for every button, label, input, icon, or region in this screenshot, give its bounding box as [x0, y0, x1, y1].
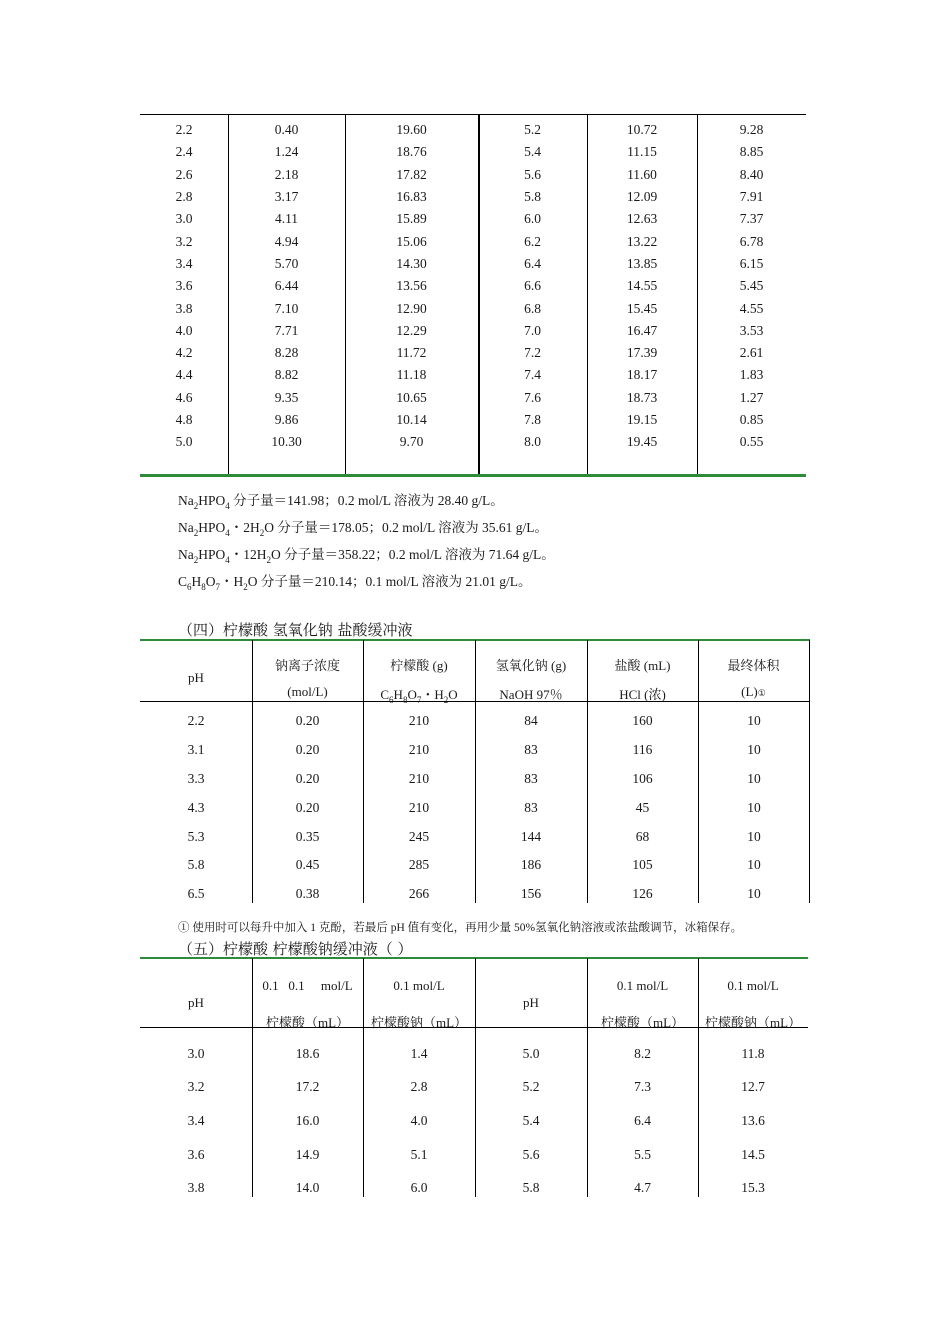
- table3-cell: 3.4: [175, 255, 193, 271]
- table4-cell: 10: [747, 742, 761, 758]
- table5-cell: 4.7: [634, 1180, 651, 1196]
- table5-cell: 3.0: [187, 1045, 205, 1061]
- table3-cell: 7.91: [739, 189, 764, 205]
- table3-row: [140, 141, 806, 163]
- table3-cell: 6.0: [524, 211, 541, 227]
- t4-header-hcl-conc: HCl (浓): [619, 687, 666, 702]
- table3-cell: 15.06: [396, 233, 427, 249]
- table3-cell: 7.71: [274, 322, 299, 338]
- table3-cell: 0.40: [274, 122, 299, 138]
- table3-cell: 4.55: [739, 300, 764, 316]
- table3-cell: 5.4: [524, 144, 541, 160]
- table3-cell: 5.2: [524, 122, 541, 138]
- t5-header-ph-left: pH: [188, 995, 204, 1010]
- table4-cell: 210: [408, 770, 430, 786]
- table3-cell: 4.11: [274, 211, 299, 227]
- table4-cell: 10: [747, 828, 761, 844]
- table4-cell: 160: [632, 713, 653, 729]
- table5-cell: 14.5: [741, 1146, 765, 1162]
- table3-cell: 8.85: [739, 144, 764, 160]
- table3-cell: 7.10: [274, 300, 299, 316]
- table4-cell: 83: [524, 799, 538, 815]
- table4-row: [140, 793, 810, 822]
- table3-cell: 8.28: [274, 345, 299, 361]
- table3-row: [140, 387, 806, 409]
- table4-cell: 144: [520, 828, 542, 844]
- table3-cell: 12.09: [626, 189, 658, 205]
- table3-cell: 6.2: [524, 233, 541, 249]
- table4-row: [140, 822, 810, 851]
- table3-cell: 2.18: [274, 166, 299, 182]
- table3-cell: 9.35: [274, 389, 299, 405]
- table3-cell: 11.60: [627, 166, 657, 182]
- table4-cell: 5.8: [187, 857, 205, 873]
- table4-cell: 0.20: [295, 713, 320, 729]
- table4-cell: 45: [635, 799, 650, 815]
- table3-cell: 4.0: [175, 322, 193, 338]
- note-na2hpo4-2h2o: $Na_2HPO_4$・$2H_2O$ 分子量＝178.05；0.2 mol/L 溶液为 35.61 g/L。: [178, 520, 549, 538]
- table4-cell: 5.3: [187, 828, 205, 844]
- table3-cell: 19.45: [626, 434, 658, 450]
- table4-cell: 0.35: [295, 828, 320, 844]
- table3-cell: 2.8: [175, 189, 193, 205]
- table4-cell: 126: [632, 886, 653, 902]
- table4-cell: 10: [747, 713, 761, 729]
- table3-cell: 5.45: [739, 278, 764, 294]
- t4-header-ph: pH: [188, 670, 204, 685]
- table3-cell: 4.4: [175, 367, 193, 383]
- table4-cell: 266: [408, 886, 430, 902]
- t4-header-naoh: 氢氧化钠 (g): [495, 658, 567, 673]
- t5-header-citrate-conc: 0.1 mol/L: [393, 978, 445, 993]
- table3-cell: 9.86: [274, 412, 299, 427]
- table3-cell: 18.17: [626, 367, 658, 383]
- note-na2hpo4: $Na_2HPO_4$ 分子量＝141.98；0.2 mol/L 溶液为 28.40 g/L。: [178, 493, 504, 511]
- table5-cell: 8.2: [634, 1045, 651, 1061]
- table3-cell: 5.0: [175, 434, 193, 450]
- table3-row: [140, 364, 806, 386]
- table3-cell: 15.45: [626, 300, 658, 316]
- table4-cell: 4.3: [187, 799, 205, 815]
- table3-cell: 19.15: [626, 412, 658, 427]
- table3-cell: 8.0: [524, 434, 541, 450]
- footnote-marker: ①: [757, 688, 766, 698]
- table3-cell: 3.0: [175, 211, 193, 227]
- table5-cell: 5.8: [522, 1180, 540, 1196]
- table3-cell: 15.89: [396, 211, 427, 227]
- table5-cell: 5.2: [522, 1079, 540, 1095]
- t4-header-naoh-purity: NaOH 97％: [499, 687, 563, 702]
- table5-cell: 12.7: [741, 1079, 765, 1095]
- t5-header-citrate-ml: 柠檬酸钠（mL）: [370, 1015, 468, 1030]
- table4-cell: 2.2: [187, 713, 205, 729]
- table5-row: [140, 1171, 808, 1205]
- table3-cell: 13.85: [626, 255, 658, 271]
- table3-cell: 3.17: [274, 189, 299, 205]
- table5-cell: 7.3: [634, 1079, 651, 1095]
- table3-cell: 2.4: [175, 144, 193, 160]
- table3-cell: 1.83: [739, 367, 764, 383]
- table4-cell: 10: [747, 857, 761, 873]
- table3-cell: 6.8: [524, 300, 541, 316]
- table4-cell: 10: [747, 770, 761, 786]
- table3-cell: 6.44: [274, 278, 299, 294]
- table5-cell: 16.0: [295, 1112, 320, 1128]
- table3-cell: 4.94: [274, 233, 299, 249]
- table3-cell: 8.82: [274, 367, 299, 383]
- t5-header-citrate-conc-2: 0.1 mol/L: [727, 978, 779, 993]
- table4-cell: 83: [524, 742, 538, 758]
- table3-cell: 13.22: [626, 233, 658, 249]
- note-na2hpo4-12h2o: $Na_2HPO_4$・$12H_2O$ 分子量＝358.22；0.2 mol/L 溶液为 71.64 g/L。: [178, 547, 555, 565]
- table3-row: [140, 342, 806, 364]
- table5-cell: 6.4: [634, 1112, 651, 1128]
- table5-row: [140, 1037, 808, 1071]
- t4-header-citric-formula: $C_6H_8O_7$・$H_2O$: [380, 687, 458, 705]
- table3-top-rule: [140, 114, 806, 115]
- table3-cell: 11.72: [396, 345, 427, 361]
- table3-cell: 14.55: [626, 278, 658, 294]
- table4-cell: 10: [747, 886, 761, 902]
- table5-cell: 3.2: [187, 1079, 205, 1095]
- t4-header-hcl: 盐酸 (mL): [614, 658, 671, 673]
- table3-cell: 3.8: [175, 300, 193, 316]
- table5-cell: 3.4: [187, 1112, 205, 1128]
- table3-cell: 14.30: [396, 255, 427, 271]
- table4-cell: 106: [632, 770, 653, 786]
- table4-row: [140, 736, 810, 765]
- table3-row: [140, 253, 806, 275]
- table3-row: [140, 409, 806, 431]
- t5-header-citric-ml: 柠檬酸（mL）: [265, 1015, 350, 1030]
- table5-row: [140, 1138, 808, 1172]
- table5-cell: 18.6: [295, 1045, 320, 1061]
- table5-cell: 5.0: [522, 1045, 540, 1061]
- table5-cell: 5.6: [522, 1146, 540, 1162]
- table3-cell: 11.15: [627, 144, 657, 160]
- table5-cell: 2.8: [410, 1079, 428, 1095]
- table3-cell: 1.24: [274, 144, 299, 160]
- t4-header-final-volume-unit: (L)①: [741, 684, 766, 699]
- table4-cell: 83: [524, 770, 538, 786]
- t5-header-citrate-ml-2: 柠檬酸钠（mL）: [704, 1015, 802, 1030]
- table5-cell: 17.2: [295, 1079, 320, 1095]
- table3-row: [140, 119, 806, 141]
- table3-cell: 16.47: [626, 322, 658, 338]
- t4-header-sodium-unit: (mol/L): [287, 684, 328, 699]
- table5-cell: 3.6: [187, 1146, 205, 1162]
- table3-cell: 11.18: [396, 367, 427, 383]
- table3-cell: 12.29: [396, 322, 427, 338]
- table5-cell: 13.6: [741, 1112, 765, 1128]
- table4-cell: 3.3: [187, 770, 205, 786]
- table3-cell: 18.73: [626, 389, 658, 405]
- table4-cell: 210: [408, 799, 430, 815]
- table3-cell: 6.15: [739, 255, 764, 271]
- table3-cell: 12.90: [396, 300, 427, 316]
- table5-cell: 6.0: [410, 1180, 428, 1196]
- table5-cell: 15.3: [741, 1180, 765, 1196]
- table3-cell: 2.6: [175, 166, 193, 182]
- table3-cell: 6.78: [739, 233, 764, 249]
- table5-cell: 5.1: [410, 1146, 428, 1162]
- table3-cell: 19.60: [396, 122, 427, 138]
- table3-bottom-rule: [140, 474, 806, 477]
- table3-cell: 10.65: [396, 389, 427, 405]
- table5-row: [140, 1071, 808, 1105]
- table3-cell: 5.8: [524, 189, 541, 205]
- table4-cell: 10: [747, 799, 761, 815]
- t5-header-citric-conc: 0.1 0.1 mol/L: [262, 978, 353, 993]
- table5-cell: 1.4: [410, 1045, 428, 1061]
- table4-cell: 156: [520, 886, 542, 902]
- table4-cell: 3.1: [187, 742, 205, 758]
- table4-cell: 0.20: [295, 770, 320, 786]
- phosphate-citrate-table: [140, 119, 806, 453]
- table3-cell: 17.82: [396, 166, 427, 182]
- table4-cell: 0.20: [295, 742, 320, 758]
- note-citric-acid: $C_6H_8O_7$・$H_2O$ 分子量＝210.14；0.1 mol/L 溶液为 21.01 g/L。: [178, 574, 532, 592]
- table3-cell: 10.30: [271, 434, 302, 450]
- t4-header-citric-acid: 柠檬酸 (g): [390, 658, 448, 673]
- table4-row: [140, 851, 810, 880]
- table3-cell: 5.70: [274, 255, 299, 271]
- table5-cell: 14.0: [295, 1180, 320, 1196]
- t4-header-final-volume: 最终体积: [727, 658, 780, 673]
- table3-row: [140, 431, 806, 453]
- section5-heading: （五）柠檬酸 柠檬酸钠缓冲液（ ）: [178, 940, 413, 958]
- table4-cell: 0.45: [295, 857, 320, 873]
- table3-cell: 7.2: [524, 345, 541, 361]
- table3-cell: 4.8: [175, 412, 193, 427]
- table5-cell: 5.4: [522, 1112, 540, 1128]
- table4-cell: 285: [408, 857, 430, 873]
- table5-cell: 11.8: [741, 1045, 765, 1061]
- table4-cell: 84: [524, 713, 538, 729]
- table4-row: [140, 880, 810, 909]
- table3-cell: 10.72: [626, 122, 658, 138]
- table4-cell: 245: [408, 828, 430, 844]
- table3-cell: 7.8: [524, 412, 541, 427]
- table4-cell: 105: [632, 857, 653, 873]
- table3-cell: 4.6: [175, 389, 193, 405]
- table3-row: [140, 297, 806, 319]
- table3-cell: 3.2: [175, 233, 193, 249]
- table3-cell: 2.61: [739, 345, 764, 361]
- citric-citrate-table: [140, 1037, 808, 1205]
- table3-cell: 0.85: [739, 412, 764, 427]
- table5-top-rule: [140, 957, 808, 959]
- table3-cell: 0.55: [739, 434, 764, 450]
- table3-cell: 18.76: [396, 144, 427, 160]
- table4-row: [140, 765, 810, 794]
- t5-header-citric-ml-2: 柠檬酸（mL）: [600, 1015, 685, 1030]
- table3-cell: 7.4: [524, 367, 541, 383]
- table3-row: [140, 275, 806, 297]
- table3-row: [140, 320, 806, 342]
- section4-heading: （四）柠檬酸 氢氧化钠 盐酸缓冲液: [178, 621, 413, 639]
- table4-cell: 210: [408, 713, 430, 729]
- table3-cell: 7.0: [524, 322, 541, 338]
- table3-cell: 3.6: [175, 278, 193, 294]
- table3-cell: 9.28: [739, 122, 764, 138]
- table3-cell: 17.39: [626, 345, 658, 361]
- t5-header-ph-right: pH: [523, 995, 539, 1010]
- table3-cell: 6.4: [524, 255, 541, 271]
- table5-cell: 3.8: [187, 1180, 205, 1196]
- table4-cell: 68: [635, 828, 650, 844]
- table5-cell: 14.9: [295, 1146, 320, 1162]
- table3-row: [140, 186, 806, 208]
- citrate-naoh-hcl-table: [140, 707, 810, 909]
- table4-cell: 0.38: [295, 886, 320, 902]
- table4-cell: 116: [632, 742, 653, 758]
- table3-row: [140, 164, 806, 186]
- t5-header-citric-conc-2: 0.1 mol/L: [616, 978, 669, 993]
- table3-cell: 16.83: [396, 189, 427, 205]
- table4-cell: 6.5: [187, 886, 205, 902]
- table3-cell: 7.37: [739, 211, 764, 227]
- table3-cell: 12.63: [626, 211, 658, 227]
- table4-cell: 210: [408, 742, 430, 758]
- table3-cell: 10.14: [396, 412, 427, 427]
- table3-row: [140, 230, 806, 252]
- table5-cell: 4.0: [410, 1112, 428, 1128]
- table4-row: [140, 707, 810, 736]
- table4-cell: 0.20: [295, 799, 320, 815]
- table5-row: [140, 1104, 808, 1138]
- table3-cell: 1.27: [739, 389, 764, 405]
- table3-cell: 4.2: [175, 345, 193, 361]
- table3-cell: 3.53: [739, 322, 764, 338]
- table3-cell: 13.56: [396, 278, 427, 294]
- table3-cell: 6.6: [524, 278, 541, 294]
- table3-row: [140, 208, 806, 230]
- table5-cell: 5.5: [634, 1146, 651, 1162]
- section4-footnote: ① 使用时可以每升中加入 1 克酚，若最后 pH 值有变化，再用少量 50%氢氧化钠溶液或浓盐酸调节，冰箱保存。: [178, 922, 743, 934]
- table3-cell: 7.6: [524, 389, 541, 405]
- table3-cell: 2.2: [175, 122, 193, 138]
- table3-cell: 5.6: [524, 166, 541, 182]
- table3-cell: 8.40: [739, 166, 764, 182]
- t4-header-sodium-conc: 钠离子浓度: [274, 658, 340, 673]
- table3-cell: 9.70: [399, 434, 424, 450]
- table4-cell: 186: [520, 857, 542, 873]
